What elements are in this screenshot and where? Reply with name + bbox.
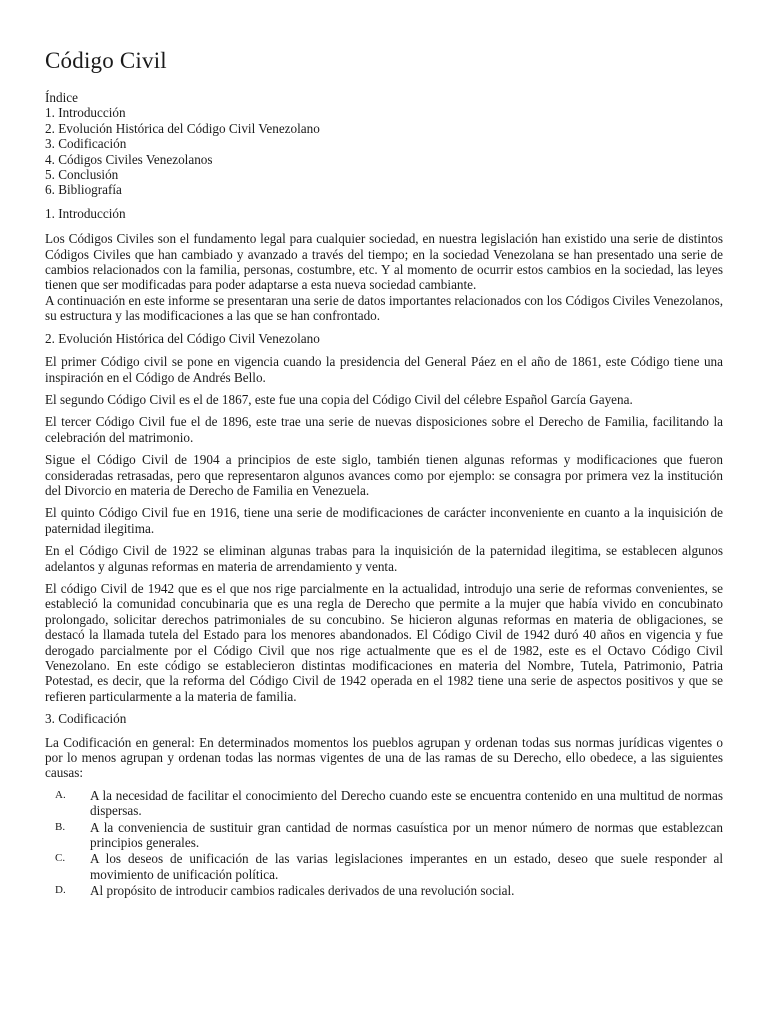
list-item (45, 820, 723, 851)
section-heading: 2. Evolución Histórica del Código Civil Venezolano (45, 330, 320, 346)
list-item (45, 883, 723, 898)
toc-item: 6. Bibliografía (45, 182, 122, 198)
list-item (45, 788, 723, 819)
list-item-text: A la conveniencia de sustituir gran cantidad de normas casuística por un menor número de normas que establezcan principios generales. (90, 819, 723, 851)
table-of-contents (45, 90, 723, 198)
causes-list (45, 788, 723, 899)
list-item-text: A la necesidad de facilitar el conocimiento del Derecho cuando este se encuentra contenido en una multitud de normas dispersas. (90, 787, 723, 819)
list-item (45, 851, 723, 882)
toc-heading: Índice (45, 90, 78, 105)
paragraph: Los Códigos Civiles son el fundamento legal para cualquier sociedad, en nuestra legislación han existido una serie de distintos Códigos Civiles que han cambiado y avanzado a través del tiempo; en la sociedad Venezolana se han presentado una serie de cambios relacionados con la familia, personas, costumbre, etc. Y al momento de ocurrir estos cambios en la sociedad, las leyes tienen que ser modificadas para poder adaptarse a esta nueva sociedad cambiante. (45, 231, 723, 293)
document-page (45, 46, 723, 900)
list-marker: A. (55, 788, 66, 801)
paragraph: En el Código Civil de 1922 se eliminan algunas trabas para la inquisición de la paternidad ilegitima, se establecen algunos adelantos y algunas reformas en materia de arrendamiento y venta. (45, 543, 723, 574)
list-marker: B. (55, 820, 66, 833)
list-marker: C. (55, 852, 66, 865)
toc-item: 4. Códigos Civiles Venezolanos (45, 151, 213, 167)
paragraph: El primer Código civil se pone en vigencia cuando la presidencia del General Páez en el año de 1861, este Código tiene una inspiración en el Código de Andrés Bello. (45, 354, 723, 385)
section-heading: 3. Codificación (45, 711, 127, 727)
section-evolution (45, 331, 723, 705)
section-heading: 1. Introducción (45, 205, 126, 221)
paragraph: El tercer Código Civil fue el de 1896, este trae una serie de nuevas disposiciones sobre el Derecho de Familia, facilitando la celebración del matrimonio. (45, 414, 723, 445)
toc-item: 2. Evolución Histórica del Código Civil Venezolano (45, 120, 320, 136)
paragraph: Sigue el Código Civil de 1904 a principios de este siglo, también tienen algunas reformas y modificaciones que fueron consideradas retrasadas, pero que representaron algunos avances como por ejemplo: se consagra por primera vez la institución del Divorcio en materia de Derecho de Familia en Venezuela. (45, 452, 723, 498)
section-codification (45, 711, 723, 898)
section-introduction (45, 206, 723, 324)
paragraph: El segundo Código Civil es el de 1867, este fue una copia del Código Civil del célebre Español García Gayena. (45, 391, 633, 407)
list-item-text: Al propósito de introducir cambios radicales derivados de una revolución social. (90, 883, 515, 899)
list-item-text: A los deseos de unificación de las varias legislaciones imperantes en un estado, deseo que suele responder al movimiento de unificación política. (90, 851, 723, 882)
document-title: Código Civil (45, 48, 167, 73)
list-marker: D. (55, 884, 66, 897)
paragraph: La Codificación en general: En determinados momentos los pueblos agrupan y ordenan todas sus normas jurídicas vigentes o por lo menos agrupan y ordenan todas las normas vigentes de una de las ramas de su Derecho, ello obedece, a las siguientes causas: (45, 734, 723, 781)
toc-item: 1. Introducción (45, 105, 126, 121)
toc-item: 3. Codificación (45, 136, 127, 152)
paragraph: El código Civil de 1942 que es el que nos rige parcialmente en la actualidad, introdujo una serie de reformas convenientes, se estableció la comunidad concubinaria que es una regla de Derecho que permite a la mujer que había vivido en concubinato prolongado, solicitar derechos patrimoniales de su concubino. Se hicieron algunas reformas en materia de obligaciones, se destacó la llamada tutela del Estado para los menores abandonados. El Código Civil de 1942 duró 40 años en vigencia y fue derogado parcialmente por el Código Civil que nos rige actualmente que es el de 1982, este es el Octavo Código Civil Venezolano. En este código se establecieron distintas modificaciones en materia del Nombre, Tutela, Patrimonio, Patria Potestad, es decir, que la reforma del Código Civil de 1942 operada en el 1982 tiene una serie de aspectos positivos y que se refieren particularmente a la materia de familia. (45, 580, 723, 704)
paragraph: El quinto Código Civil fue en 1916, tiene una serie de modificaciones de carácter inconveniente en cuanto a la inquisición de paternidad ilegitima. (45, 505, 723, 536)
paragraph: A continuación en este informe se presentaran una serie de datos importantes relacionados con los Códigos Civiles Venezolanos, su estructura y las modificaciones a las que se han confrontado. (45, 292, 723, 324)
toc-item: 5. Conclusión (45, 167, 119, 183)
